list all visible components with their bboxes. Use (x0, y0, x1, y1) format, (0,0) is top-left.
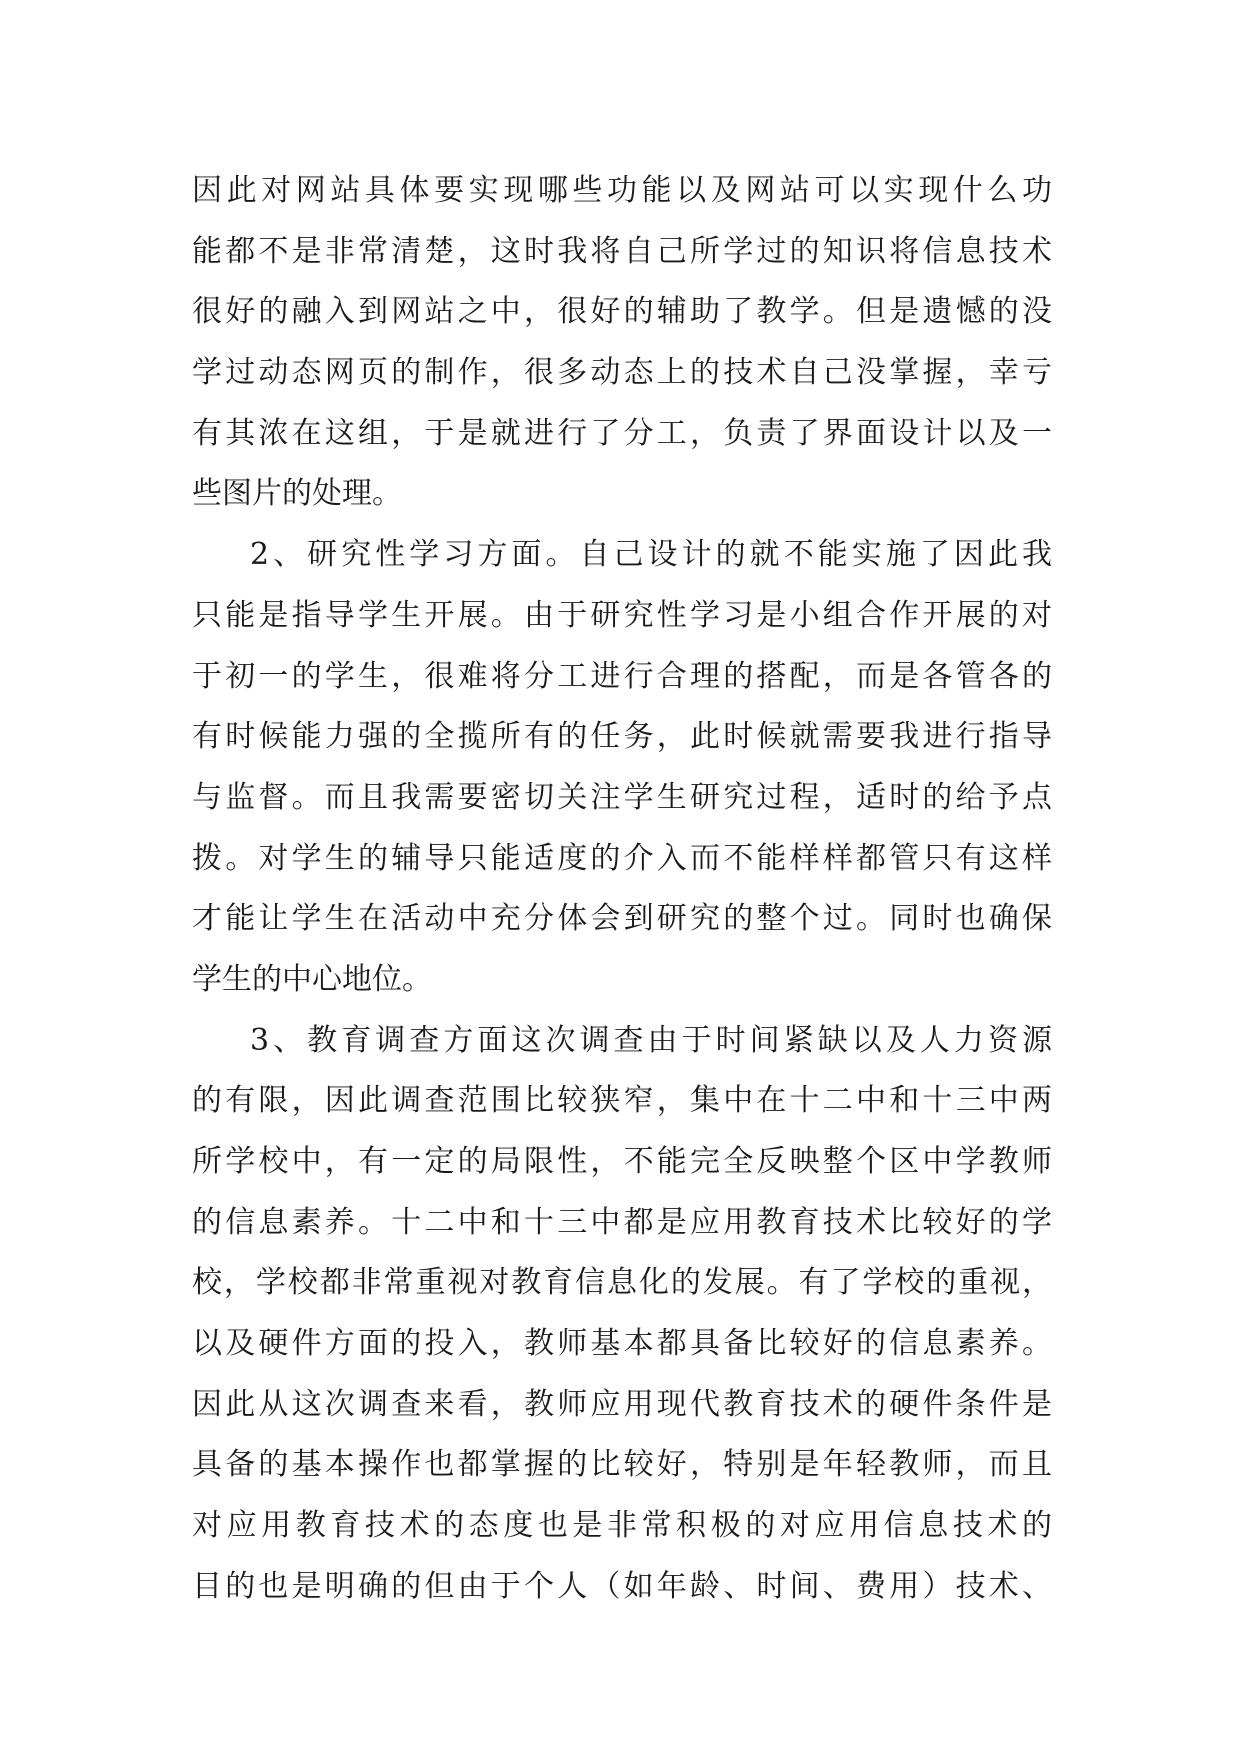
body-text (192, 161, 1052, 1618)
text-line: 有其浓在这组，于是就进行了分工，负责了界面设计以及一 (192, 415, 1052, 451)
text-line: 的有限，因此调查范围比较狭窄，集中在十二中和十三中两 (192, 1083, 1052, 1119)
text-line: 于初一的学生，很难将分工进行合理的搭配，而是各管各的 (192, 658, 1052, 694)
text-line: 只能是指导学生开展。由于研究性学习是小组合作开展的对 (192, 597, 1052, 633)
text-line: 很好的融入到网站之中，很好的辅助了教学。但是遗憾的没 (192, 294, 1052, 330)
text-line: 学过动态网页的制作，很多动态上的技术自己没掌握，幸亏 (192, 355, 1052, 391)
text-line: 有时候能力强的全揽所有的任务，此时候就需要我进行指导 (192, 719, 1052, 755)
text-line: 的信息素养。十二中和十三中都是应用教育技术比较好的学 (192, 1204, 1052, 1240)
text-line: 以及硬件方面的投入，教师基本都具备比较好的信息素养。 (192, 1326, 1052, 1362)
text-line: 因此对网站具体要实现哪些功能以及网站可以实现什么功 (192, 173, 1052, 208)
paragraph-first-line: 2、研究性学习方面。自己设计的就不能实施了因此我 (250, 537, 1052, 573)
text-line: 些图片的处理。 (192, 476, 402, 512)
text-line: 具备的基本操作也都掌握的比较好，特别是年轻教师，而且 (192, 1447, 1052, 1483)
text-line: 对应用教育技术的态度也是非常积极的对应用信息技术的 (192, 1508, 1052, 1544)
text-line: 因此从这次调查来看，教师应用现代教育技术的硬件条件是 (192, 1386, 1052, 1422)
text-line: 才能让学生在活动中充分体会到研究的整个过。同时也确保 (192, 901, 1052, 937)
text-line: 校，学校都非常重视对教育信息化的发展。有了学校的重视， (192, 1265, 1052, 1301)
text-line: 目的也是明确的但由于个人（如年龄、时间、费用）技术、 (192, 1568, 1052, 1604)
text-line: 与监督。而且我需要密切关注学生研究过程，适时的给予点 (192, 779, 1052, 815)
text-line: 所学校中，有一定的局限性，不能完全反映整个区中学教师 (192, 1144, 1052, 1179)
text-line: 拨。对学生的辅导只能适度的介入而不能样样都管只有这样 (192, 840, 1052, 876)
text-line: 学生的中心地位。 (192, 961, 432, 997)
text-line: 能都不是非常清楚，这时我将自己所学过的知识将信息技术 (192, 233, 1052, 269)
paragraph-first-line: 3、教育调查方面这次调查由于时间紧缺以及人力资源 (250, 1022, 1052, 1058)
